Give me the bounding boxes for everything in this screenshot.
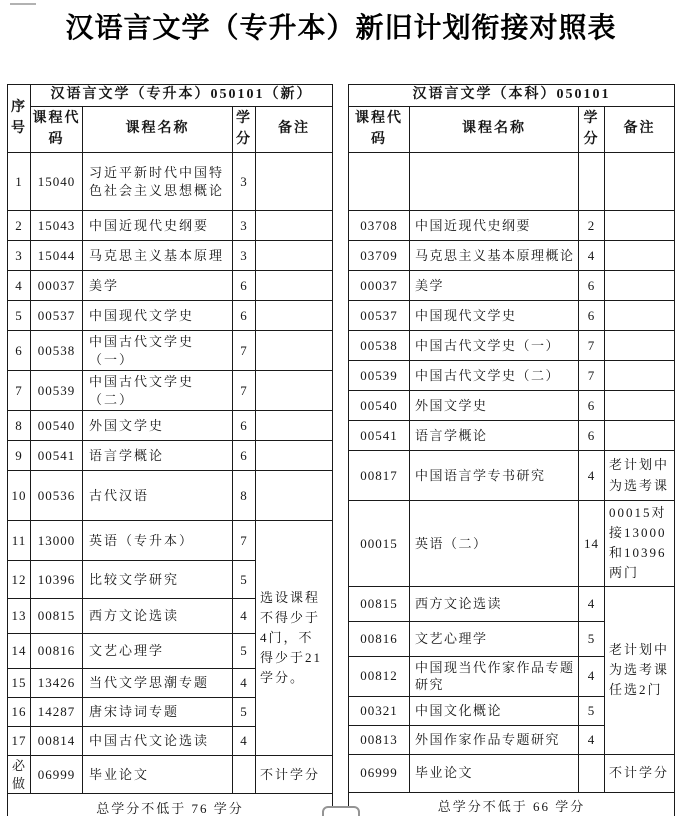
cell-name: 英语（二） bbox=[410, 501, 579, 587]
cell-name bbox=[410, 153, 579, 211]
table-row bbox=[349, 301, 675, 331]
cell-credit: 5 bbox=[579, 696, 605, 725]
cell-no: 12 bbox=[8, 561, 31, 599]
cell-name: 中国现代文学史 bbox=[410, 301, 579, 331]
cell-remark bbox=[605, 391, 675, 421]
cell-remark bbox=[256, 301, 333, 331]
cell-name: 中国古代文学史（二） bbox=[83, 371, 233, 411]
table-row bbox=[8, 211, 333, 241]
table-row bbox=[8, 521, 333, 561]
cell-credit: 7 bbox=[579, 361, 605, 391]
cell-code: 00539 bbox=[349, 361, 410, 391]
cell-name: 语言学概论 bbox=[410, 421, 579, 451]
page-title: 汉语言文学（专升本）新旧计划衔接对照表 bbox=[65, 12, 617, 43]
cell-code: 00815 bbox=[31, 599, 83, 634]
cell-code: 14287 bbox=[31, 698, 83, 727]
cell-name: 外国作家作品专题研究 bbox=[410, 725, 579, 754]
cell-name: 比较文学研究 bbox=[83, 561, 233, 599]
elective-note: 老计划中为选考课任选2门 bbox=[605, 586, 675, 754]
table-row bbox=[349, 271, 675, 301]
cell-code bbox=[349, 153, 410, 211]
cell-credit: 4 bbox=[233, 669, 256, 698]
cell-remark bbox=[256, 441, 333, 471]
column-header-name: 课程名称 bbox=[83, 107, 233, 153]
total-credits: 总学分不低于 76 学分 bbox=[8, 794, 333, 816]
cell-name: 中国古代文学史（一） bbox=[83, 331, 233, 371]
cell-credit: 5 bbox=[579, 621, 605, 656]
cell-code: 00540 bbox=[349, 391, 410, 421]
cell-no: 13 bbox=[8, 599, 31, 634]
cell-credit: 4 bbox=[579, 241, 605, 271]
cell-code: 00812 bbox=[349, 656, 410, 696]
column-header-name: 课程名称 bbox=[410, 107, 579, 153]
column-header-credit: 学分 bbox=[233, 107, 256, 153]
cell-remark: 不计学分 bbox=[605, 754, 675, 792]
cell-remark bbox=[256, 411, 333, 441]
cell-credit: 4 bbox=[233, 727, 256, 756]
table-row bbox=[349, 501, 675, 587]
table-row bbox=[8, 371, 333, 411]
cell-name: 语言学概论 bbox=[83, 441, 233, 471]
old-plan-table-title: 汉语言文学（本科）050101 bbox=[349, 85, 675, 107]
cell-remark bbox=[605, 361, 675, 391]
cell-credit: 14 bbox=[579, 501, 605, 587]
cell-remark bbox=[605, 241, 675, 271]
cell-name: 唐宋诗词专题 bbox=[83, 698, 233, 727]
cell-no: 5 bbox=[8, 301, 31, 331]
column-header-no: 序号 bbox=[8, 85, 31, 153]
cell-credit: 6 bbox=[579, 421, 605, 451]
cell-code: 13000 bbox=[31, 521, 83, 561]
column-header-code: 课程代码 bbox=[31, 107, 83, 153]
cell-credit: 6 bbox=[579, 391, 605, 421]
cell-credit: 7 bbox=[233, 371, 256, 411]
cell-remark bbox=[605, 421, 675, 451]
table-row bbox=[349, 391, 675, 421]
cell-no: 6 bbox=[8, 331, 31, 371]
required-row bbox=[8, 756, 333, 794]
cell-code: 15044 bbox=[31, 241, 83, 271]
table-row bbox=[349, 153, 675, 211]
table-row bbox=[349, 586, 675, 621]
cell-code: 00813 bbox=[349, 725, 410, 754]
cell-code: 00539 bbox=[31, 371, 83, 411]
cell-credit: 4 bbox=[233, 599, 256, 634]
table-row bbox=[8, 331, 333, 371]
cell-code: 13426 bbox=[31, 669, 83, 698]
column-header-credit: 学分 bbox=[579, 107, 605, 153]
cell-credit bbox=[579, 153, 605, 211]
cell-credit: 5 bbox=[233, 698, 256, 727]
cell-code: 00015 bbox=[349, 501, 410, 587]
cell-name: 文艺心理学 bbox=[83, 634, 233, 669]
table-header-row bbox=[8, 107, 333, 153]
cell-credit: 7 bbox=[233, 521, 256, 561]
cell-remark: 老计划中为选考课 bbox=[605, 451, 675, 501]
cell-code: 10396 bbox=[31, 561, 83, 599]
table-row bbox=[8, 441, 333, 471]
cell-credit: 4 bbox=[579, 656, 605, 696]
table-row bbox=[349, 241, 675, 271]
cell-remark bbox=[256, 471, 333, 521]
cell-code: 03709 bbox=[349, 241, 410, 271]
cell-remark bbox=[605, 301, 675, 331]
cell-name: 中国现当代作家作品专题研究 bbox=[410, 656, 579, 696]
table-header-row bbox=[349, 107, 675, 153]
cell-code: 00537 bbox=[31, 301, 83, 331]
cell-code: 00817 bbox=[349, 451, 410, 501]
table-header-row bbox=[8, 85, 333, 107]
cell-no: 必做 bbox=[8, 756, 31, 794]
cell-remark bbox=[605, 331, 675, 361]
cell-remark bbox=[605, 211, 675, 241]
cell-code: 00814 bbox=[31, 727, 83, 756]
cell-name: 马克思主义基本原理概论 bbox=[410, 241, 579, 271]
cell-remark bbox=[605, 271, 675, 301]
cell-code: 03708 bbox=[349, 211, 410, 241]
cell-no: 14 bbox=[8, 634, 31, 669]
total-credits: 总学分不低于 66 学分 bbox=[349, 792, 675, 816]
cell-name: 中国近现代史纲要 bbox=[410, 211, 579, 241]
cell-credit bbox=[233, 756, 256, 794]
table-header-row bbox=[349, 85, 675, 107]
cell-code: 00037 bbox=[349, 271, 410, 301]
elective-note: 选设课程不得少于4门，不得少于21学分。 bbox=[256, 521, 333, 756]
cell-no: 8 bbox=[8, 411, 31, 441]
cell-remark bbox=[256, 271, 333, 301]
cell-code: 00540 bbox=[31, 411, 83, 441]
cell-no: 10 bbox=[8, 471, 31, 521]
new-plan-table-title: 汉语言文学（专升本）050101（新） bbox=[31, 85, 333, 107]
cell-name: 美学 bbox=[410, 271, 579, 301]
cell-no: 15 bbox=[8, 669, 31, 698]
cell-name: 中国古代文学史（二） bbox=[410, 361, 579, 391]
cell-remark: 00015对接13000和10396两门 bbox=[605, 501, 675, 587]
cell-no: 16 bbox=[8, 698, 31, 727]
table-row bbox=[349, 331, 675, 361]
table-row bbox=[8, 153, 333, 211]
cell-no: 7 bbox=[8, 371, 31, 411]
cell-code: 06999 bbox=[31, 756, 83, 794]
cell-name: 马克思主义基本原理 bbox=[83, 241, 233, 271]
cell-code: 00815 bbox=[349, 586, 410, 621]
cell-code: 15040 bbox=[31, 153, 83, 211]
cell-name: 美学 bbox=[83, 271, 233, 301]
cell-remark bbox=[605, 153, 675, 211]
new-plan-table bbox=[7, 84, 333, 816]
total-credit-row bbox=[8, 794, 333, 816]
cell-code: 15043 bbox=[31, 211, 83, 241]
cell-name: 中国语言学专书研究 bbox=[410, 451, 579, 501]
cell-name: 文艺心理学 bbox=[410, 621, 579, 656]
cell-name: 当代文学思潮专题 bbox=[83, 669, 233, 698]
cell-name: 西方文论选读 bbox=[410, 586, 579, 621]
column-header-remark: 备注 bbox=[605, 107, 675, 153]
cell-code: 00537 bbox=[349, 301, 410, 331]
cell-name: 习近平新时代中国特色社会主义思想概论 bbox=[83, 153, 233, 211]
table-row bbox=[8, 241, 333, 271]
cell-credit: 7 bbox=[233, 331, 256, 371]
cell-no: 11 bbox=[8, 521, 31, 561]
cell-credit: 4 bbox=[579, 586, 605, 621]
cell-code: 00538 bbox=[349, 331, 410, 361]
cell-name: 中国古代文论选读 bbox=[83, 727, 233, 756]
cell-code: 00321 bbox=[349, 696, 410, 725]
cell-credit: 6 bbox=[233, 271, 256, 301]
cell-name: 毕业论文 bbox=[410, 754, 579, 792]
cell-credit: 6 bbox=[233, 441, 256, 471]
cell-name: 西方文论选读 bbox=[83, 599, 233, 634]
cell-credit: 8 bbox=[233, 471, 256, 521]
column-header-remark: 备注 bbox=[256, 107, 333, 153]
cell-name: 英语（专升本） bbox=[83, 521, 233, 561]
cell-name: 中国文化概论 bbox=[410, 696, 579, 725]
cell-no: 17 bbox=[8, 727, 31, 756]
cell-credit: 4 bbox=[579, 451, 605, 501]
cell-name: 中国现代文学史 bbox=[83, 301, 233, 331]
table-row bbox=[8, 301, 333, 331]
table-row bbox=[349, 451, 675, 501]
cell-remark bbox=[256, 211, 333, 241]
cell-name: 中国古代文学史（一） bbox=[410, 331, 579, 361]
total-credit-row bbox=[349, 792, 675, 816]
cell-name: 古代汉语 bbox=[83, 471, 233, 521]
cell-name: 外国文学史 bbox=[410, 391, 579, 421]
cell-credit bbox=[579, 754, 605, 792]
cell-credit: 4 bbox=[579, 725, 605, 754]
cell-credit: 5 bbox=[233, 561, 256, 599]
column-header-code: 课程代码 bbox=[349, 107, 410, 153]
table-row bbox=[8, 411, 333, 441]
table-row bbox=[8, 471, 333, 521]
table-row bbox=[349, 211, 675, 241]
cell-code: 00538 bbox=[31, 331, 83, 371]
cell-remark bbox=[256, 331, 333, 371]
cell-credit: 6 bbox=[579, 271, 605, 301]
old-plan-table bbox=[348, 84, 675, 816]
cell-code: 00541 bbox=[31, 441, 83, 471]
table-row bbox=[349, 361, 675, 391]
cell-credit: 3 bbox=[233, 211, 256, 241]
cell-remark: 不计学分 bbox=[256, 756, 333, 794]
cell-code: 06999 bbox=[349, 754, 410, 792]
cell-credit: 3 bbox=[233, 241, 256, 271]
cell-credit: 5 bbox=[233, 634, 256, 669]
cell-credit: 6 bbox=[233, 301, 256, 331]
cell-remark bbox=[256, 241, 333, 271]
cell-no: 9 bbox=[8, 441, 31, 471]
table-row bbox=[8, 271, 333, 301]
cell-code: 00816 bbox=[349, 621, 410, 656]
cell-name: 中国近现代史纲要 bbox=[83, 211, 233, 241]
cell-code: 00037 bbox=[31, 271, 83, 301]
required-row bbox=[349, 754, 675, 792]
cell-no: 4 bbox=[8, 271, 31, 301]
cell-credit: 6 bbox=[579, 301, 605, 331]
cell-name: 外国文学史 bbox=[83, 411, 233, 441]
cell-remark bbox=[256, 371, 333, 411]
cell-code: 00536 bbox=[31, 471, 83, 521]
cell-name: 毕业论文 bbox=[83, 756, 233, 794]
cell-credit: 7 bbox=[579, 331, 605, 361]
cell-no: 2 bbox=[8, 211, 31, 241]
cell-code: 00541 bbox=[349, 421, 410, 451]
page-control-button[interactable] bbox=[322, 806, 360, 816]
cell-code: 00816 bbox=[31, 634, 83, 669]
cell-no: 3 bbox=[8, 241, 31, 271]
table-row bbox=[349, 421, 675, 451]
cell-no: 1 bbox=[8, 153, 31, 211]
cell-credit: 2 bbox=[579, 211, 605, 241]
cell-remark bbox=[256, 153, 333, 211]
cell-credit: 3 bbox=[233, 153, 256, 211]
cell-credit: 6 bbox=[233, 411, 256, 441]
top-edge-artifact bbox=[10, 0, 36, 5]
